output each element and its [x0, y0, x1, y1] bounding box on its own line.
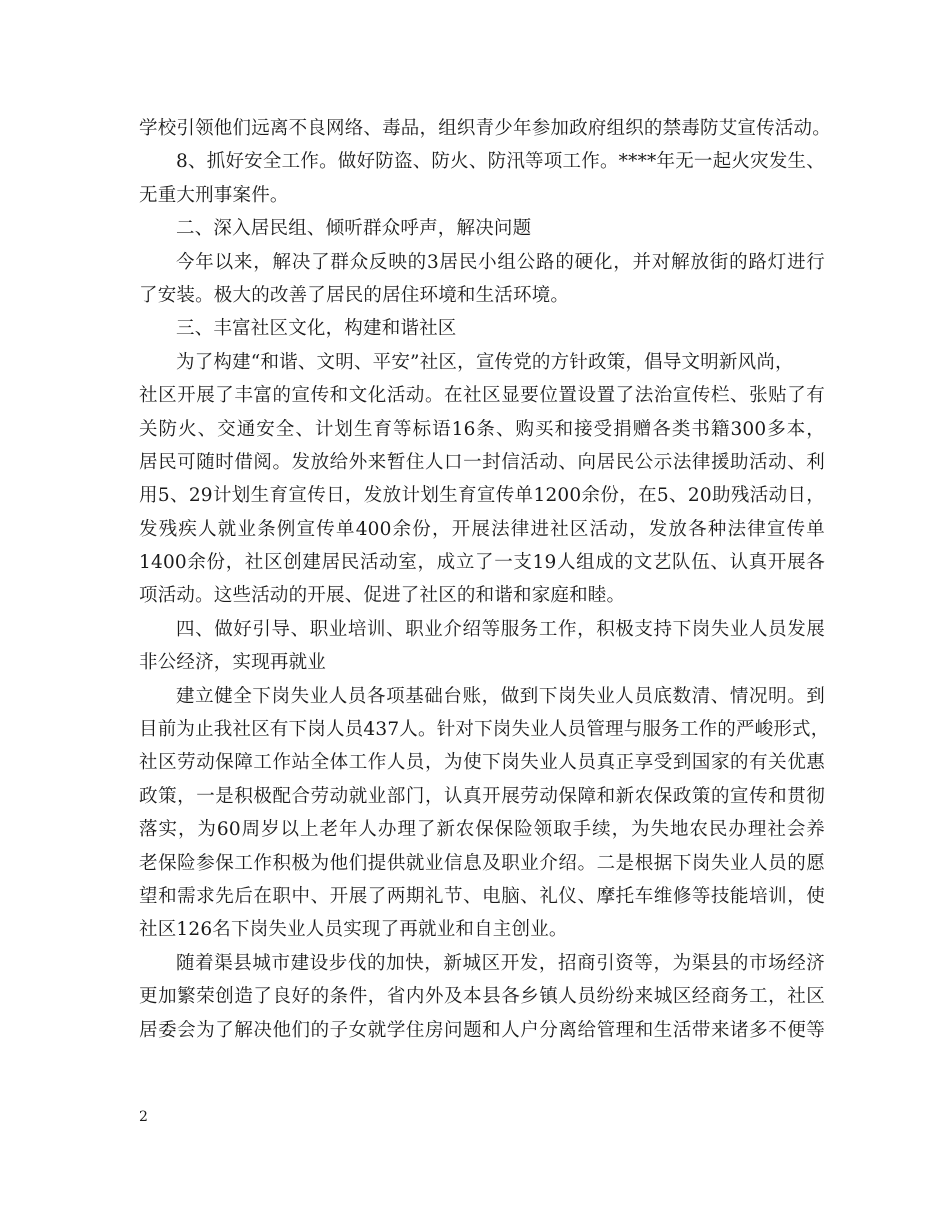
text-line: 无重大刑事案件。 [139, 184, 289, 206]
text-line: 为了构建“和谐、文明、平安”社区，宣传党的方针政策，倡导文明新风尚， [176, 351, 794, 373]
text-line: 目前为止我社区有下岗人员437人。针对下岗失业人员管理与服务工作的严峻形式， [139, 719, 830, 741]
text-line: 用5、29计划生育宣传日，发放计划生育宣传单1200余份，在5、20助残活动日， [139, 485, 825, 507]
text-line: 望和需求先后在职中、开展了两期礼节、电脑、礼仪、摩托车维修等技能培训，使 [139, 885, 825, 907]
text-line: 社区126名下岗失业人员实现了再就业和自主创业。 [139, 919, 568, 941]
text-line: 发残疾人就业条例宣传单400余份，开展法律进社区活动，发放各种法律宣传单 [139, 518, 825, 540]
text-line: 8、抓好安全工作。做好防盗、防火、防汛等项工作。****年无一起火灾发生、 [176, 151, 825, 173]
text-line: 社区开展了丰富的宣传和文化活动。在社区显要位置设置了法治宣传栏、张贴了有 [139, 385, 825, 407]
text-line: 随着渠县城市建设步伐的加快，新城区开发，招商引资等，为渠县的市场经济 [176, 952, 825, 974]
page-number: 2 [139, 1109, 148, 1125]
text-line: 项活动。这些活动的开展、促进了社区的和谐和家庭和睦。 [139, 585, 626, 607]
text-line: 更加繁荣创造了良好的条件，省内外及本县各乡镇人员纷纷来城区经商务工，社区 [139, 986, 825, 1008]
text-line: 居委会为了解决他们的子女就学住房问题和人户分离给管理和生活带来诸多不便等 [139, 1019, 825, 1041]
text-line: 今年以来，解决了群众反映的3居民小组公路的硬化，并对解放街的路灯进行 [176, 251, 825, 273]
text-line: 居民可随时借阅。发放给外来暂住人口一封信活动、向居民公示法律援助活动、利 [139, 451, 825, 473]
text-line: 政策，一是积极配合劳动就业部门，认真开展劳动保障和新农保政策的宣传和贯彻 [139, 785, 825, 807]
text-line: 学校引领他们远离不良网络、毒品，组织青少年参加政府组织的禁毒防艾宣传活动。 [139, 118, 831, 139]
text-line: 非公经济，实现再就业 [139, 652, 327, 674]
text-line: 社区劳动保障工作站全体工作人员，为使下岗失业人员真正享受到国家的有关优惠 [139, 752, 825, 774]
text-line: 老保险参保工作积极为他们提供就业信息及职业介绍。二是根据下岗失业人员的愿 [139, 852, 825, 874]
document-body [139, 112, 831, 1047]
text-line: 四、做好引导、职业培训、职业介绍等服务工作，积极支持下岗失业人员发展 [176, 618, 825, 640]
text-line: 1400余份，社区创建居民活动室，成立了一支19人组成的文艺队伍、认真开展各 [139, 552, 825, 574]
text-line: 了安装。极大的改善了居民的居住环境和生活环境。 [139, 284, 570, 306]
text-line: 二、深入居民组、倾听群众呼声，解决问题 [176, 218, 532, 240]
text-line: 三、丰富社区文化，构建和谐社区 [176, 318, 457, 340]
text-line: 关防火、交通安全、计划生育等标语16条、购买和接受捐赠各类书籍300多本， [139, 418, 825, 440]
text-line: 建立健全下岗失业人员各项基础台账，做到下岗失业人员底数清、情况明。到 [176, 685, 825, 707]
text-line: 落实，为60周岁以上老年人办理了新农保保险领取手续，为失地农民办理社会养 [139, 819, 825, 841]
